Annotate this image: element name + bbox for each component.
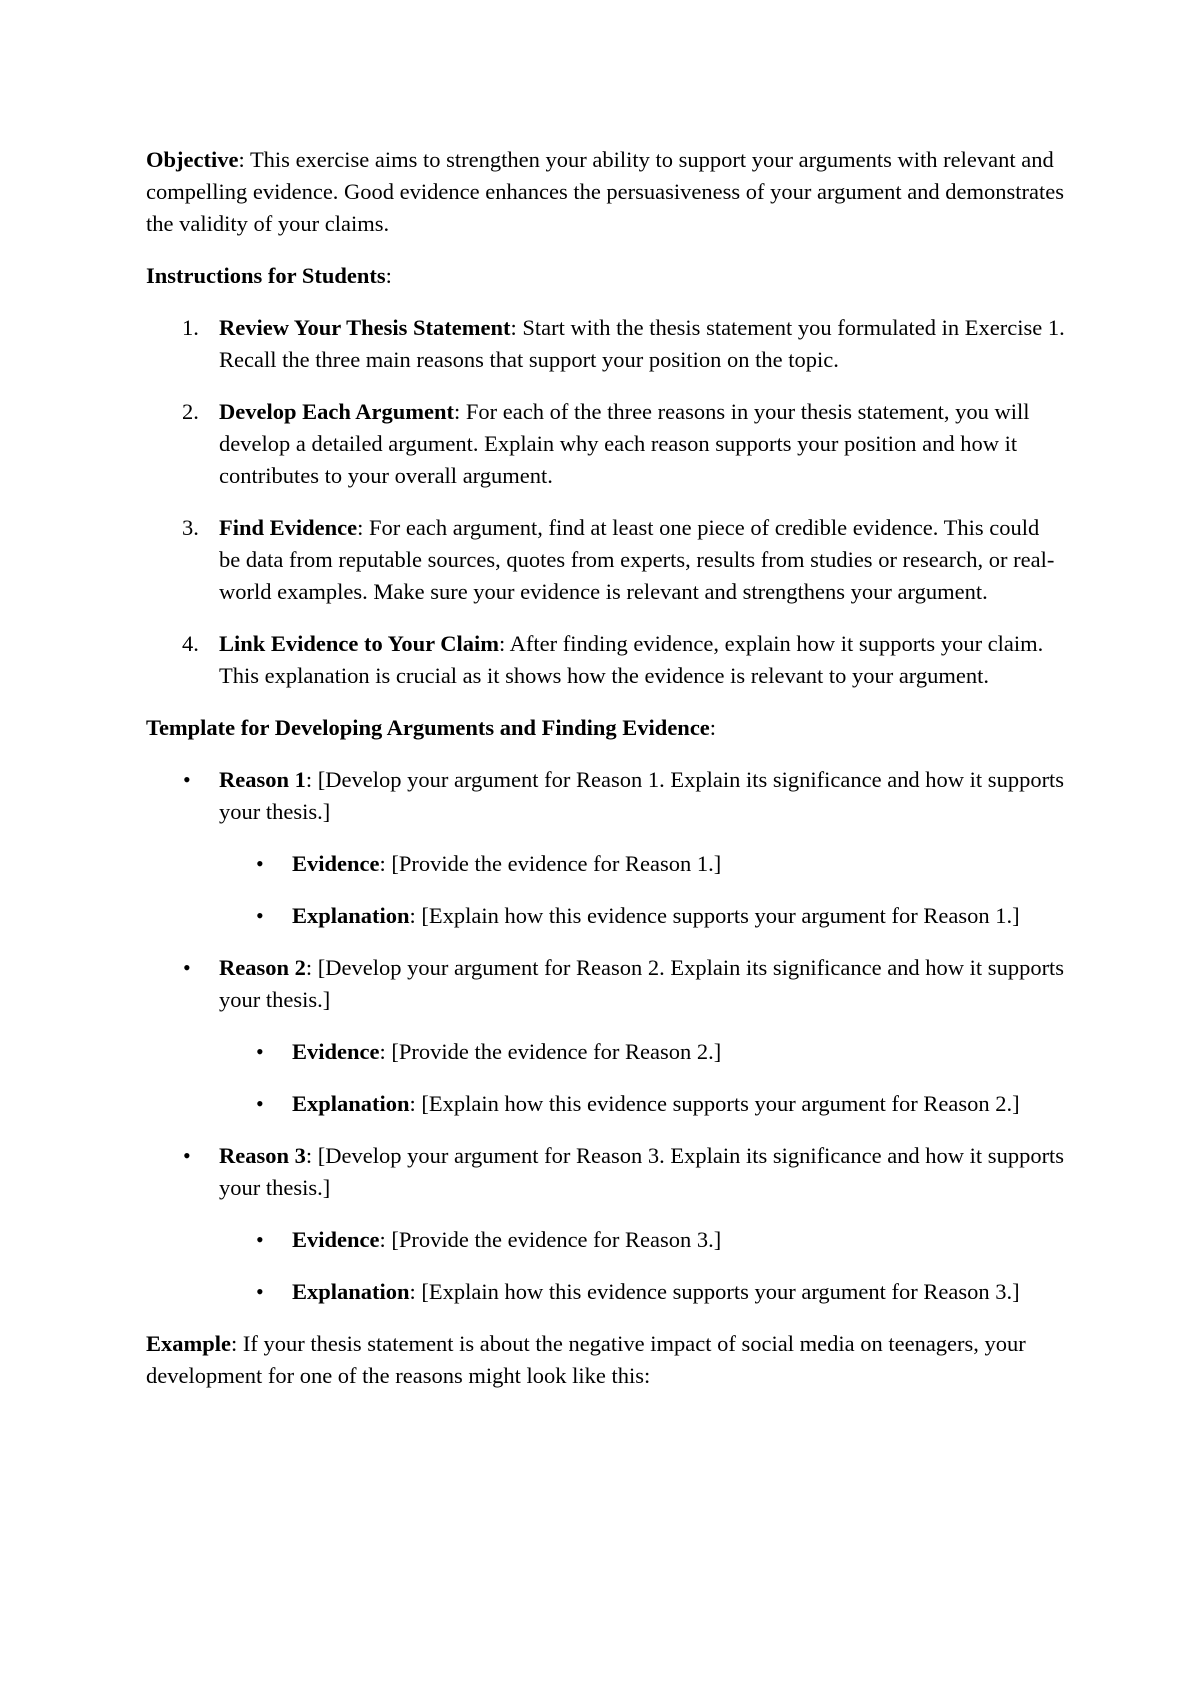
objective-label: Objective xyxy=(146,147,239,172)
step-title: Review Your Thesis Statement xyxy=(219,315,511,340)
example-text: : If your thesis statement is about the negative impact of social media on teenagers, your development for one of the reasons might look like this: xyxy=(146,1331,1026,1388)
reason-text: : [Develop your argument for Reason 3. Explain its significance and how it supports your thesis.] xyxy=(219,1143,1065,1200)
reason-item xyxy=(146,952,1066,1120)
document-body xyxy=(146,144,1066,1392)
bullet-icon: • xyxy=(256,1279,264,1304)
reason-label: Reason 1 xyxy=(219,767,306,792)
evidence-text: : [Provide the evidence for Reason 3.] xyxy=(379,1227,722,1252)
reason-paragraph xyxy=(219,952,1066,1016)
reason-label: Reason 2 xyxy=(219,955,306,980)
template-heading-suffix: : xyxy=(709,715,717,740)
bullet-icon: • xyxy=(183,955,191,980)
instructions-heading xyxy=(146,260,1066,292)
step-text: : For each of the three reasons in your thesis statement, you will develop a detailed argument. Explain why each reason supports your position and how it contributes to your overall argument. xyxy=(219,399,1030,488)
step-number: 3. xyxy=(182,515,199,540)
reason-item xyxy=(146,1140,1066,1308)
reason-sub-list xyxy=(219,848,1066,932)
explanation-item xyxy=(219,1088,1066,1120)
example-label: Example xyxy=(146,1331,232,1356)
step-number: 1. xyxy=(182,315,199,340)
step-title: Link Evidence to Your Claim xyxy=(219,631,500,656)
explanation-text: : [Explain how this evidence supports your argument for Reason 3.] xyxy=(409,1279,1020,1304)
reason-sub-list xyxy=(219,1036,1066,1120)
reason-text: : [Develop your argument for Reason 1. Explain its significance and how it supports your thesis.] xyxy=(219,767,1065,824)
template-heading xyxy=(146,712,1066,744)
objective-paragraph xyxy=(146,144,1066,240)
evidence-label: Evidence xyxy=(292,1039,380,1064)
instruction-step xyxy=(146,312,1066,376)
explanation-item xyxy=(219,900,1066,932)
step-text: : After finding evidence, explain how it supports your claim. This explanation is crucial as it shows how the evidence is relevant to your argument. xyxy=(219,631,1044,688)
reason-paragraph xyxy=(219,1140,1066,1204)
reason-sub-list xyxy=(219,1224,1066,1308)
bullet-icon: • xyxy=(256,903,264,928)
step-text: : Start with the thesis statement you formulated in Exercise 1. Recall the three main reasons that support your position on the topic. xyxy=(219,315,1065,372)
bullet-icon: • xyxy=(256,1039,264,1064)
step-title: Develop Each Argument xyxy=(219,399,454,424)
reason-list xyxy=(146,764,1066,1308)
step-text: : For each argument, find at least one piece of credible evidence. This could be data from reputable sources, quotes from experts, results from studies or research, or real-world examples. Make sure your evidence is relevant and strengthens your argument. xyxy=(219,515,1055,604)
evidence-label: Evidence xyxy=(292,1227,380,1252)
evidence-text: : [Provide the evidence for Reason 2.] xyxy=(379,1039,722,1064)
explanation-label: Explanation xyxy=(292,1091,410,1116)
explanation-label: Explanation xyxy=(292,1279,410,1304)
reason-label: Reason 3 xyxy=(219,1143,306,1168)
instructions-heading-text: Instructions for Students xyxy=(146,263,386,288)
evidence-item xyxy=(219,848,1066,880)
step-number: 4. xyxy=(182,631,199,656)
objective-text: : This exercise aims to strengthen your ability to support your arguments with relevant and compelling evidence. Good evidence enhances the persuasiveness of your argument and demonstrates the validity of your claims. xyxy=(146,147,1065,236)
instruction-step xyxy=(146,628,1066,692)
explanation-text: : [Explain how this evidence supports your argument for Reason 2.] xyxy=(409,1091,1020,1116)
explanation-label: Explanation xyxy=(292,903,410,928)
bullet-icon: • xyxy=(256,851,264,876)
example-paragraph xyxy=(146,1328,1066,1392)
reason-text: : [Develop your argument for Reason 2. Explain its significance and how it supports your thesis.] xyxy=(219,955,1065,1012)
evidence-item xyxy=(219,1224,1066,1256)
explanation-item xyxy=(219,1276,1066,1308)
bullet-icon: • xyxy=(256,1227,264,1252)
evidence-text: : [Provide the evidence for Reason 1.] xyxy=(379,851,722,876)
bullet-icon: • xyxy=(183,1143,191,1168)
instruction-step xyxy=(146,512,1066,608)
reason-item xyxy=(146,764,1066,932)
step-number: 2. xyxy=(182,399,199,424)
instructions-list xyxy=(146,312,1066,692)
bullet-icon: • xyxy=(183,767,191,792)
step-title: Find Evidence xyxy=(219,515,358,540)
instruction-step xyxy=(146,396,1066,492)
evidence-item xyxy=(219,1036,1066,1068)
reason-paragraph xyxy=(219,764,1066,828)
evidence-label: Evidence xyxy=(292,851,380,876)
explanation-text: : [Explain how this evidence supports your argument for Reason 1.] xyxy=(409,903,1020,928)
instructions-heading-suffix: : xyxy=(385,263,392,288)
bullet-icon: • xyxy=(256,1091,264,1116)
template-heading-text: Template for Developing Arguments and Finding Evidence xyxy=(146,715,710,740)
